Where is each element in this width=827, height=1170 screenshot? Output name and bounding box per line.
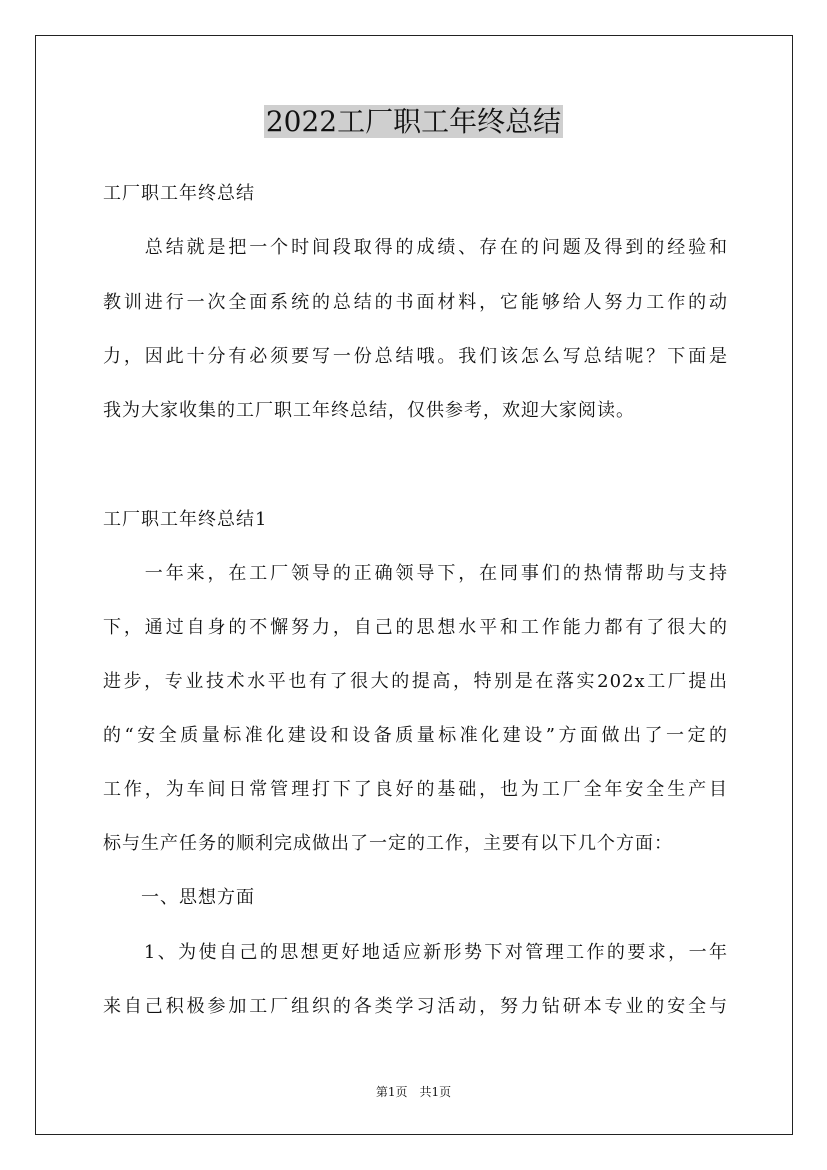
- section-heading: 工厂职工年终总结1: [103, 509, 268, 530]
- page-footer: 第1页 共1页: [375, 1085, 452, 1099]
- document-title: [0, 103, 827, 141]
- document-title-text: 2022工厂职工年终总结: [265, 105, 562, 138]
- paragraph-line: 1、为使自己的思想更好地适应新形势下对管理工作的要求，一年: [103, 942, 728, 963]
- paragraph-line: 工作，为车间日常管理打下了良好的基础，也为工厂全年安全生产目: [103, 779, 728, 800]
- paragraph-line: 力，因此十分有必须要写一份总结哦。我们该怎么写总结呢？下面是: [103, 346, 728, 367]
- paragraph-line: 总结就是把一个时间段取得的成绩、存在的问题及得到的经验和: [103, 237, 728, 258]
- paragraph-line: 标与生产任务的顺利完成做出了一定的工作，主要有以下几个方面：: [103, 833, 673, 854]
- paragraph-line: 来自己积极参加工厂组织的各类学习活动，努力钻研本专业的安全与: [103, 996, 728, 1017]
- section-heading: 工厂职工年终总结: [103, 183, 255, 204]
- paragraph-line: 下，通过自身的不懈努力，自己的思想水平和工作能力都有了很大的: [103, 617, 728, 638]
- paragraph-line: 的“安全质量标准化建设和设备质量标准化建设”方面做出了一定的: [103, 725, 728, 746]
- paragraph-line: 一年来，在工厂领导的正确领导下，在同事们的热情帮助与支持: [103, 563, 728, 584]
- paragraph-line: 进步，专业技术水平也有了很大的提高，特别是在落实202x工厂提出: [103, 671, 728, 692]
- paragraph-line: 教训进行一次全面系统的总结的书面材料，它能够给人努力工作的动: [103, 292, 728, 313]
- paragraph-line: 我为大家收集的工厂职工年终总结，仅供参考，欢迎大家阅读。: [103, 400, 635, 421]
- subsection-heading: 一、思想方面: [103, 887, 255, 908]
